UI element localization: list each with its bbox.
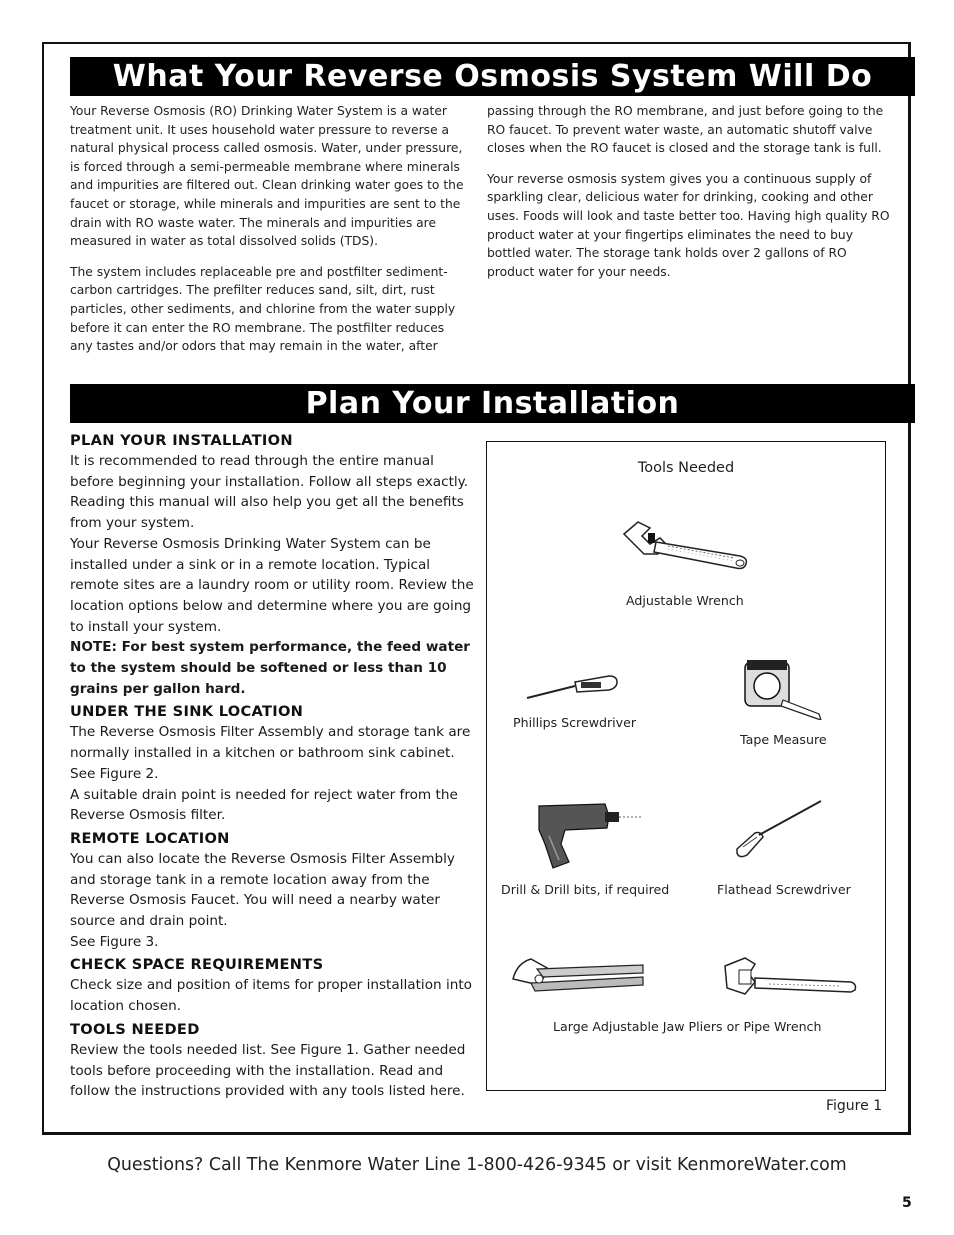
jaw-pliers-icon bbox=[509, 955, 649, 1003]
plan-paragraph: Your Reverse Osmosis Drinking Water System can be installed under a sink or in a remote location. Typical remote sites are a laundry room or utility room. Review the location options below and determine where you are going to install your system. bbox=[70, 535, 474, 635]
tools-paragraph: Review the tools needed list. See Figure 1. Gather needed tools before proceeding with the installation. Read and follow the instructions provided with any tools listed here. bbox=[70, 1041, 466, 1100]
figure-caption: Figure 1 bbox=[826, 1098, 883, 1114]
intro-left-column bbox=[70, 102, 470, 368]
intro-paragraph: The system includes replaceable pre and postfilter sediment-carbon cartridges. The prefilter reduces sand, silt, dirt, rust particles, other sediments, and chlorine from the water supply before it can enter the RO membrane. The postfilter reduces any tastes and/or odors that may remain in the water, after bbox=[70, 264, 456, 354]
under-sink-paragraph: The Reverse Osmosis Filter Assembly and storage tank are normally installed in a kitchen or bathroom sink cabinet. See Figure 2. bbox=[70, 724, 471, 782]
heading-remote-location: REMOTE LOCATION bbox=[70, 829, 230, 847]
tape-measure-icon bbox=[743, 658, 825, 720]
intro-paragraph: passing through the RO membrane, and just before going to the RO faucet. To prevent water waste, an automatic shutoff valve closes when the RO faucet is closed and the storage tank is full. bbox=[487, 104, 884, 156]
figure-title: Tools Needed bbox=[637, 460, 735, 476]
heading-under-sink: UNDER THE SINK LOCATION bbox=[70, 703, 304, 721]
heading-plan-installation: PLAN YOUR INSTALLATION bbox=[70, 432, 293, 449]
remote-paragraph: You can also locate the Reverse Osmosis Filter Assembly and storage tank in a remote location away from the Reverse Osmosis Faucet. You will need a nearby water source and drain point. bbox=[70, 850, 455, 930]
under-sink-paragraph: A suitable drain point is needed for reject water from the Reverse Osmosis filter. bbox=[70, 786, 458, 824]
heading-space-requirements: CHECK SPACE REQUIREMENTS bbox=[70, 956, 324, 974]
intro-paragraph: Your Reverse Osmosis (RO) Drinking Water System is a water treatment unit. It uses household water pressure to reverse a natural physical process called osmosis. Water, under pressure, is forced through a semi-permeable membrane where minerals and impurities are filtered out. Clean drinking water goes to the faucet or storage, while minerals and impurities are sent to the drain with RO waste water. The minerals and impurities are measured in water as total dissolved solids (TDS). bbox=[70, 104, 464, 249]
space-paragraph: Check size and position of items for proper installation into location chosen. bbox=[70, 977, 472, 1015]
label-adjustable-wrench: Adjustable Wrench bbox=[626, 593, 744, 608]
flathead-screwdriver-icon bbox=[733, 797, 828, 859]
label-flathead-screwdriver: Flathead Screwdriver bbox=[717, 882, 851, 897]
plan-installation-text bbox=[70, 431, 475, 1102]
footer-questions: Questions? Call The Kenmore Water Line 1-800-426-9345 or visit KenmoreWater.com bbox=[107, 1155, 847, 1175]
label-pliers-pipe-wrench: Large Adjustable Jaw Pliers or Pipe Wrench bbox=[553, 1019, 822, 1034]
note-feed-water: NOTE: For best system performance, the feed water to the system should be softened or less than 10 grains per gallon hard. bbox=[70, 639, 470, 697]
label-tape-measure: Tape Measure bbox=[740, 732, 827, 747]
label-phillips-screwdriver: Phillips Screwdriver bbox=[513, 715, 637, 730]
page-number: 5 bbox=[902, 1195, 912, 1211]
plan-paragraph: It is recommended to read through the entire manual before beginning your installation. Follow all steps exactly. Reading this manual will also help you get all the benefits from your system. bbox=[70, 453, 469, 532]
intro-right-column bbox=[487, 102, 892, 293]
pipe-wrench-icon bbox=[719, 952, 859, 1006]
section-title-plan-installation: Plan Your Installation bbox=[70, 384, 915, 423]
adjustable-wrench-icon bbox=[620, 520, 755, 575]
heading-tools-needed: TOOLS NEEDED bbox=[70, 1020, 200, 1038]
figure-tools-needed bbox=[486, 441, 886, 1091]
section-title-what-ro-does: What Your Reverse Osmosis System Will Do bbox=[70, 57, 915, 96]
intro-paragraph: Your reverse osmosis system gives you a continuous supply of sparkling clear, delicious water for drinking, cooking and other uses. Foods will look and taste better too. Having high quality RO product water at your fingertips eliminates the need to buy bottled water. The storage tank holds over 2 gallons of RO product water for your needs. bbox=[487, 171, 890, 279]
remote-paragraph: See Figure 3. bbox=[70, 933, 159, 950]
label-drill: Drill & Drill bits, if required bbox=[501, 882, 670, 897]
phillips-screwdriver-icon bbox=[525, 674, 620, 702]
drill-icon bbox=[535, 800, 645, 872]
